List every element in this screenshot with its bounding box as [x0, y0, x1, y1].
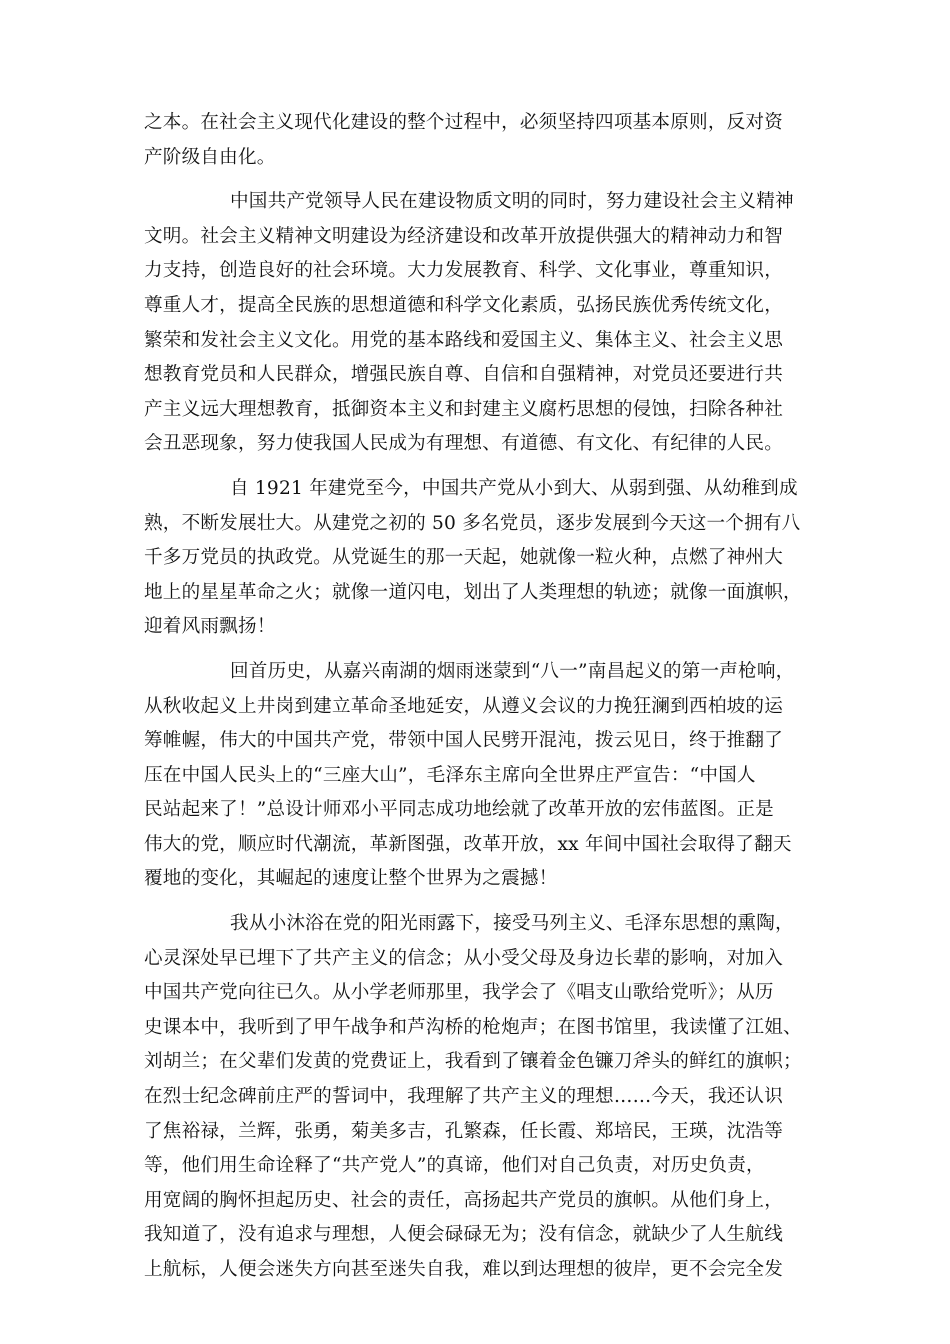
text-line: 产阶级自由化。 [144, 146, 276, 168]
text-line: 地上的星星革命之火；就像一道闪电，划出了人类理想的轨迹；就像一面旗帜， [144, 581, 802, 603]
text-line: 从秋收起义上井岗到建立革命圣地延安，从遵义会议的力挽狂澜到西柏坡的运 [144, 695, 783, 717]
text-line: 想教育党员和人民群众，增强民族自尊、自信和自强精神，对党员还要进行共 [144, 364, 783, 386]
text-line: 心灵深处早已埋下了共产主义的信念；从小受父母及身边长辈的影响，对加入 [144, 947, 783, 969]
document-body [144, 106, 812, 1298]
text-line: 上航标，人便会迷失方向甚至迷失自我，难以到达理想的彼岸，更不会完全发 [144, 1259, 783, 1280]
text-line: 等，他们用生命诠释了“共产党人”的真谛，他们对自己负责，对历史负责， [144, 1155, 765, 1177]
text-line: 史课本中，我听到了甲午战争和芦沟桥的枪炮声；在图书馆里，我读懂了江姐、 [144, 1016, 802, 1038]
text-line: 在烈士纪念碑前庄严的誓词中，我理解了共产主义的理想……今天，我还认识 [144, 1086, 783, 1108]
text-line: 伟大的党，顺应时代潮流，革新图强，改革开放，xx 年间中国社会取得了翻天 [144, 833, 792, 855]
text-line-first: 回首历史，从嘉兴南湖的烟雨迷蒙到“八一”南昌起义的第一声枪响， [230, 660, 795, 682]
text-line: 熟，不断发展壮大。从建党之初的 50 多名党员，逐步发展到今天这一个拥有八 [144, 512, 801, 534]
text-line: 繁荣和发社会主义文化。用党的基本路线和爱国主义、集体主义、社会主义思 [144, 329, 783, 351]
text-line: 力支持，创造良好的社会环境。大力发展教育、科学、文化事业，尊重知识， [144, 260, 783, 282]
text-line: 覆地的变化，其崛起的速度让整个世界为之震撼！ [144, 868, 558, 890]
text-line-first: 我从小沐浴在党的阳光雨露下，接受马列主义、毛泽东思想的熏陶， [230, 913, 794, 935]
text-line: 民站起来了！”总设计师邓小平同志成功地绘就了改革开放的宏伟蓝图。正是 [144, 799, 774, 821]
text-line: 千多万党员的执政党。从党诞生的那一天起，她就像一粒火种，点燃了神州大 [144, 547, 783, 569]
text-line: 产主义远大理想教育，抵御资本主义和封建主义腐朽思想的侵蚀，扫除各种社 [144, 398, 783, 420]
text-line: 了焦裕禄，兰辉，张勇，菊美多吉，孔繁森，任长霞、郑培民，王瑛，沈浩等 [144, 1120, 783, 1142]
paragraph-3 [144, 472, 812, 645]
text-line-first: 中国共产党领导人民在建设物质文明的同时，努力建设社会主义精神 [230, 191, 794, 213]
paragraph-4 [144, 655, 812, 897]
text-line: 迎着风雨飘扬！ [144, 616, 276, 638]
text-line: 我知道了，没有追求与理想，人便会碌碌无为；没有信念，就缺少了人生航线 [144, 1224, 783, 1246]
text-line: 中国共产党向往已久。从小学老师那里，我学会了《唱支山歌给党听》；从历 [144, 982, 774, 1004]
text-line: 之本。在社会主义现代化建设的整个过程中，必须坚持四项基本原则，反对资 [144, 112, 783, 133]
paragraph-5 [144, 907, 812, 1288]
text-line: 文明。社会主义精神文明建设为经济建设和改革开放提供强大的精神动力和智 [144, 225, 783, 247]
text-line: 压在中国人民头上的“三座大山”，毛泽东主席向全世界庄严宣告：“中国人 [144, 764, 756, 786]
text-line: 刘胡兰；在父辈们发黄的党费证上，我看到了镶着金色镰刀斧头的鲜红的旗帜； [144, 1051, 802, 1073]
text-line-first: 自 1921 年建党至今，中国共产党从小到大、从弱到强、从幼稚到成 [230, 477, 798, 499]
text-line: 用宽阔的胸怀担起历史、社会的责任，高扬起共产党员的旗帜。从他们身上， [144, 1189, 783, 1211]
text-line: 会丑恶现象，努力使我国人民成为有理想、有道德、有文化、有纪律的人民。 [144, 433, 783, 455]
paragraph-1 [144, 106, 812, 175]
paragraph-2 [144, 185, 812, 462]
text-line: 尊重人才，提高全民族的思想道德和科学文化素质，弘扬民族优秀传统文化， [144, 294, 783, 316]
text-line: 筹帷幄，伟大的中国共产党，带领中国人民劈开混沌，拨云见日，终于推翻了 [144, 730, 783, 752]
